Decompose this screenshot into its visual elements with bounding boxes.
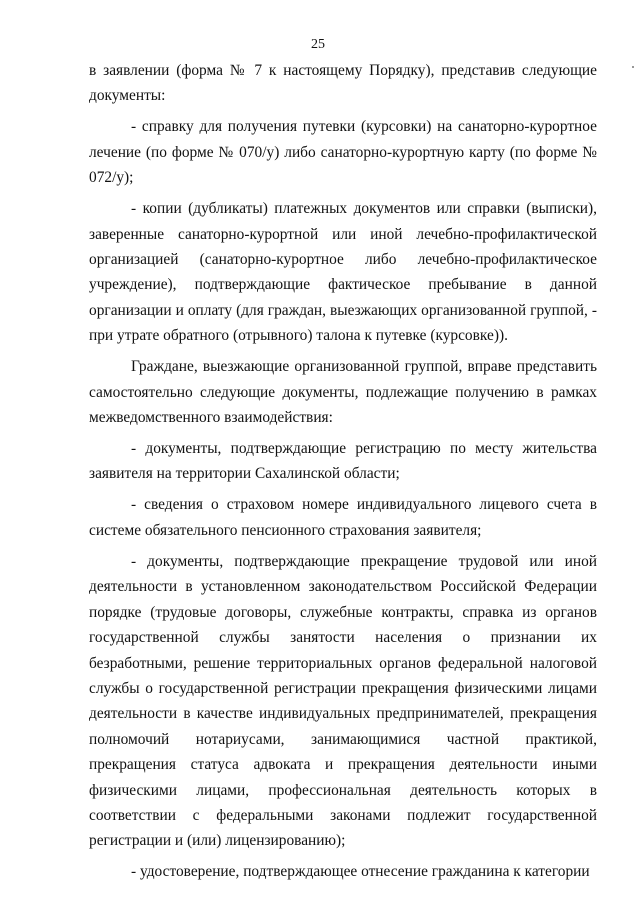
paragraph-spa-certificate: - справку для получения путевки (курсовки) на санаторно-курортное лечение (по форме № 070/у) либо санаторно-курортную карту (по форме № 072/у); bbox=[89, 118, 597, 187]
paragraph-termination-documents: - документы, подтверждающие прекращение трудовой или иной деятельности в установленном законодательством Российской Федерации порядке (трудовые договоры, служебные контракты, справка из органов государственной службы занятости населения о признании их безработными, решение территориальных органов федеральной налоговой службы о государственной регистрации прекращения физическими лицами деятельности в качестве индивидуальных предпринимателей, прекращения полномочий нотариусами, занимающимися частной практикой, прекращения статуса адвоката и прекращения деятельности иными физическими лицами, профессиональная деятельность которых в соответствии с федеральными законами подлежит государственной регистрации и (или) лицензированию); bbox=[89, 552, 597, 850]
paragraph-payment-documents: - копии (дубликаты) платежных документов или справки (выписки), заверенные санаторно-курортной или иной лечебно-профилактической организацией (санаторно-курортное либо лечебно-профилактическое учреждение), подтверждающие фактическое пребывание в данной организации и оплату (для граждан, выезжающих организованной группой, - при утрате обратного (отрывного) талона к путевке (курсовке)). bbox=[89, 200, 597, 345]
paragraph-organized-group: Граждане, выезжающие организованной группой, вправе представить самостоятельно следующие документы, подлежащие получению в рамках межведомственного взаимодействия: bbox=[89, 358, 597, 427]
document-body bbox=[89, 58, 597, 885]
paragraph-registration-documents: - документы, подтверждающие регистрацию по месту жительства заявителя на территории Сахалинской области; bbox=[89, 440, 597, 483]
page-number: 25 bbox=[311, 37, 325, 52]
paragraph-continuation: в заявлении (форма № 7 к настоящему Порядку), представив следующие документы: bbox=[89, 62, 597, 105]
paragraph-certificate-category: - удостоверение, подтверждающее отнесение гражданина к категории bbox=[131, 863, 590, 881]
scan-speck bbox=[632, 66, 634, 68]
paragraph-insurance-number: - сведения о страховом номере индивидуального лицевого счета в системе обязательного пенсионного страхования заявителя; bbox=[89, 496, 597, 539]
